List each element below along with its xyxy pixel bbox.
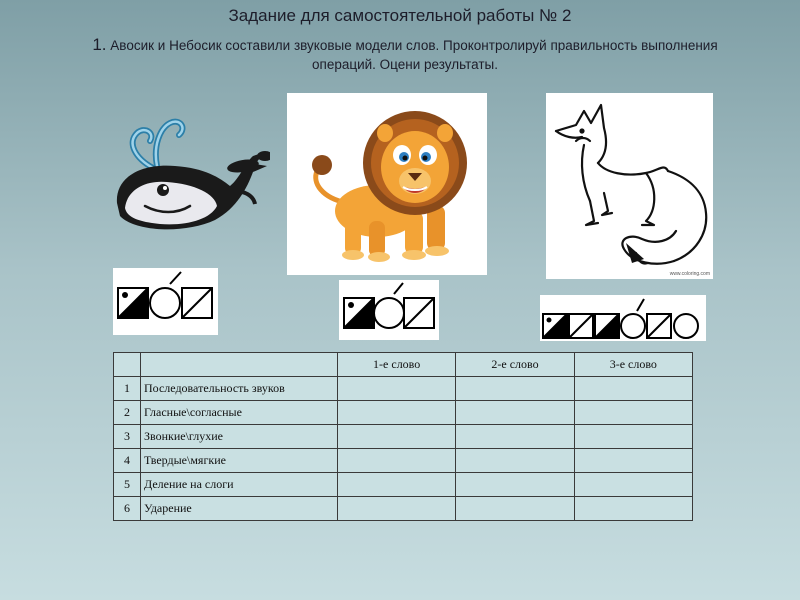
row-label: Гласные\согласные (141, 401, 338, 425)
row-number: 2 (114, 401, 141, 425)
whale-icon (105, 108, 270, 238)
task-text (60, 35, 750, 74)
lion-picture (287, 93, 487, 275)
cell-word-3[interactable] (574, 377, 692, 401)
sound-model-1 (113, 268, 218, 335)
table-row (114, 449, 693, 473)
table-header-row (114, 353, 693, 377)
task-description: Авосик и Небосик составили звуковые модели слов. Проконтролируй правильность выполнения операций. Оцени результаты. (110, 38, 718, 72)
cell-word-1[interactable] (338, 401, 456, 425)
cell-word-2[interactable] (456, 473, 574, 497)
table-row (114, 497, 693, 521)
lion-icon (287, 93, 487, 275)
cell-word-3[interactable] (574, 449, 692, 473)
cell-word-3[interactable] (574, 497, 692, 521)
header-label (141, 353, 338, 377)
fox-picture (546, 93, 713, 279)
row-number: 6 (114, 497, 141, 521)
cell-word-1[interactable] (338, 473, 456, 497)
cell-word-2[interactable] (456, 449, 574, 473)
page-title: Задание для самостоятельной работы № 2 (228, 6, 572, 25)
sound-model-3 (540, 295, 706, 341)
cell-word-1[interactable] (338, 425, 456, 449)
cell-word-2[interactable] (456, 401, 574, 425)
cell-word-1[interactable] (338, 377, 456, 401)
cell-word-3[interactable] (574, 425, 692, 449)
row-number: 4 (114, 449, 141, 473)
header-word-2: 2-е слово (456, 353, 574, 377)
cell-word-3[interactable] (574, 401, 692, 425)
header-word-3: 3-е слово (574, 353, 692, 377)
cell-word-2[interactable] (456, 425, 574, 449)
fox-icon (546, 93, 713, 279)
table-row (114, 377, 693, 401)
cell-word-3[interactable] (574, 473, 692, 497)
header-num (114, 353, 141, 377)
task-number: 1. (92, 35, 107, 54)
row-label: Ударение (141, 497, 338, 521)
header-word-1: 1-е слово (338, 353, 456, 377)
row-label: Звонкие\глухие (141, 425, 338, 449)
table-row (114, 473, 693, 497)
row-number: 3 (114, 425, 141, 449)
cell-word-1[interactable] (338, 449, 456, 473)
sound-model-2 (339, 280, 439, 340)
cell-word-2[interactable] (456, 377, 574, 401)
table-row (114, 401, 693, 425)
row-label: Твердые\мягкие (141, 449, 338, 473)
analysis-table (113, 352, 693, 521)
table-row (114, 425, 693, 449)
cell-word-2[interactable] (456, 497, 574, 521)
row-label: Последовательность звуков (141, 377, 338, 401)
watermark: www.coloring.com (669, 271, 710, 277)
cell-word-1[interactable] (338, 497, 456, 521)
row-number: 5 (114, 473, 141, 497)
row-label: Деление на слоги (141, 473, 338, 497)
row-number: 1 (114, 377, 141, 401)
